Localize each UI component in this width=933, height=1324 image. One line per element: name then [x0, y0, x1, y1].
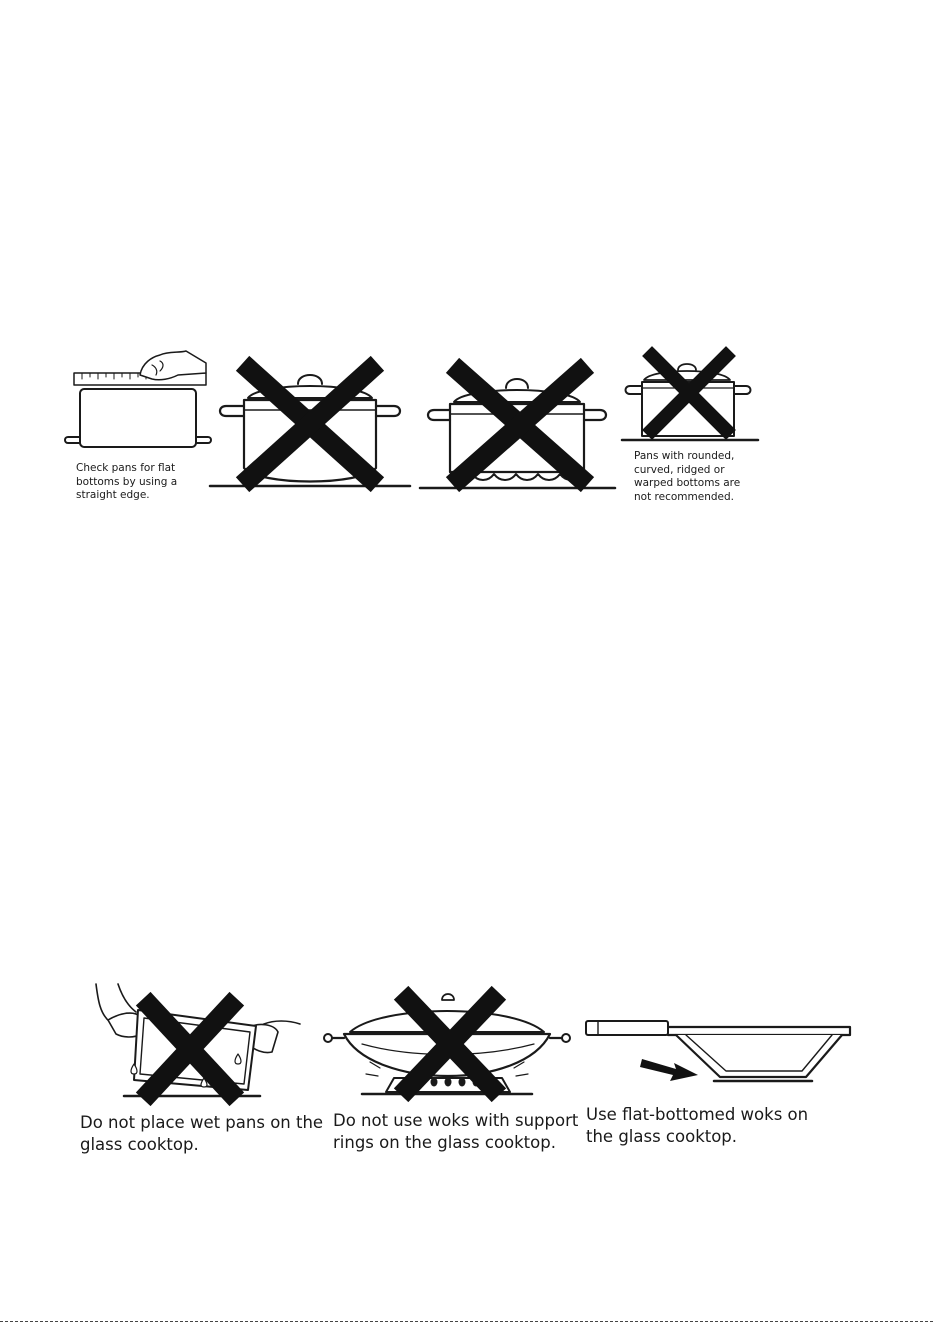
arrow-right-icon [640, 1059, 698, 1081]
page-bottom-border [0, 1321, 933, 1322]
straight-edge-check-illustration [60, 345, 215, 460]
wet-pan-illustration [88, 980, 310, 1098]
warning-caption: Pans with rounded, curved, ridged or warped bottoms are not recommended. [634, 450, 741, 503]
straight-edge-caption: Check pans for flat bottoms by using a straight edge. [76, 462, 178, 501]
rounded-bottom-pot-illustration [210, 360, 410, 490]
ridged-bottom-pot-illustration [420, 360, 615, 492]
flat-wok-caption: Use flat-bottomed woks on the glass cooktop. [586, 1105, 809, 1146]
wok-support-ring-illustration [322, 988, 572, 1096]
flat-bottom-wok-illustration [580, 1015, 855, 1090]
wok-ring-caption: Do not use woks with support rings on the glass cooktop. [333, 1111, 579, 1152]
wet-pan-caption: Do not place wet pans on the glass cooktop. [80, 1113, 324, 1154]
warped-bottom-pot-illustration [622, 350, 758, 442]
